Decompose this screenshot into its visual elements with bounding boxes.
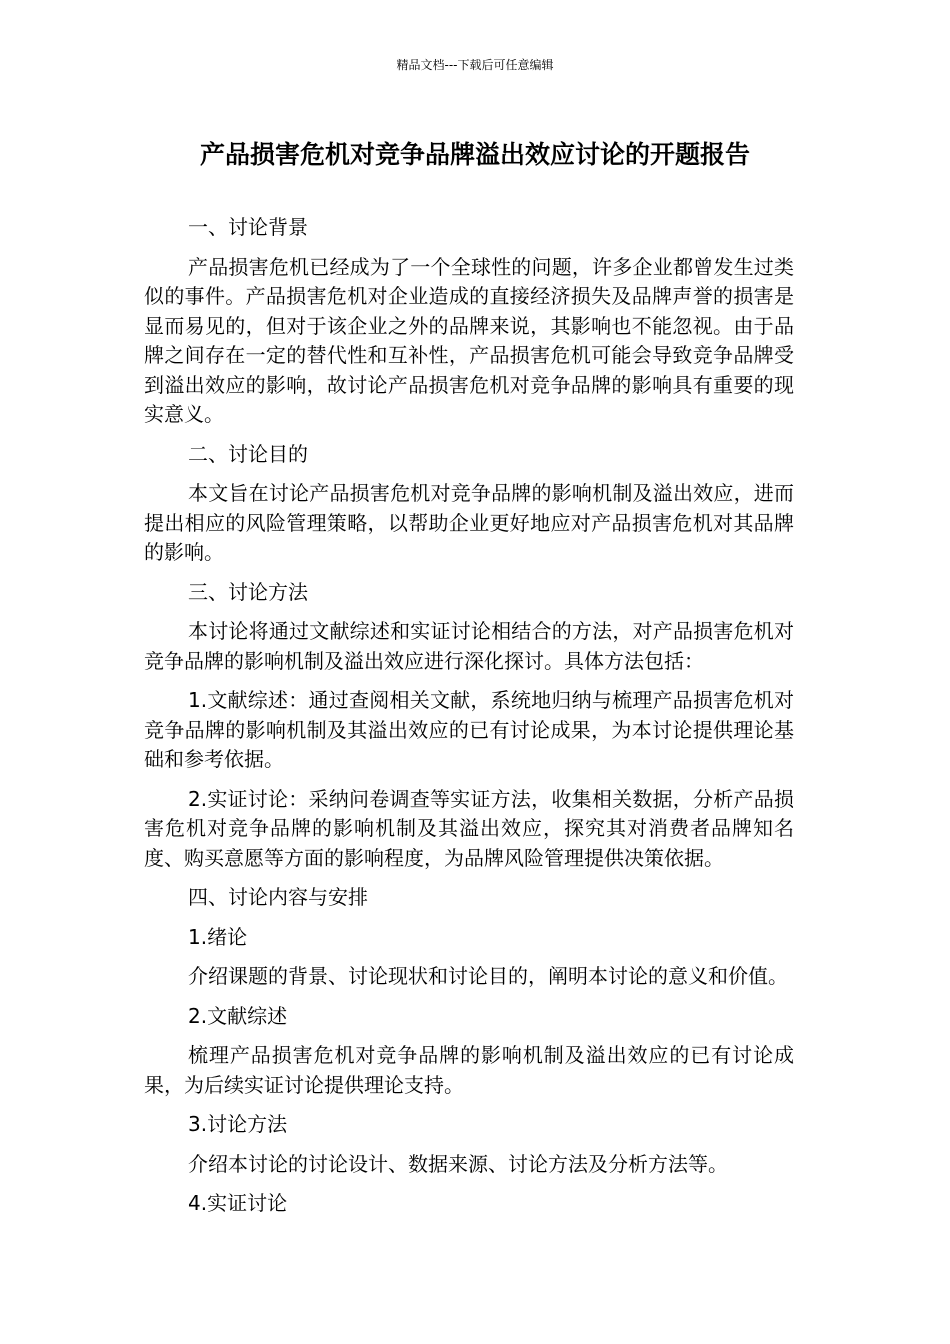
paragraph-method-intro: 本讨论将通过文献综述和实证讨论相结合的方法，对产品损害危机对竞争品牌的影响机制及溢出效应进行深化探讨。具体方法包括：	[144, 619, 794, 673]
paragraph-method-empirical: 2.实证讨论：采纳问卷调查等实证方法，收集相关数据，分析产品损害危机对竞争品牌的影响机制及其溢出效应，探究其对消费者品牌知名度、购买意愿等方面的影响程度，为品牌风险管理提供决策依据。	[144, 786, 794, 870]
subheading-empirical-study: 4.实证讨论	[188, 1191, 288, 1215]
paragraph-literature-review: 梳理产品损害危机对竞争品牌的影响机制及溢出效应的已有讨论成果，为后续实证讨论提供理论支持。	[144, 1043, 794, 1097]
section-heading-method: 三、讨论方法	[188, 579, 308, 604]
subheading-introduction: 1.绪论	[188, 924, 248, 949]
document-body	[144, 213, 794, 1229]
section-heading-purpose: 二、讨论目的	[188, 441, 308, 466]
subheading-literature-review: 2.文献综述	[188, 1003, 288, 1028]
document-title: 产品损害危机对竞争品牌溢出效应讨论的开题报告	[199, 140, 750, 169]
header-note: 精品文档---下载后可任意编辑	[396, 58, 554, 72]
paragraph-introduction: 介绍课题的背景、讨论现状和讨论目的，阐明本讨论的意义和价值。	[188, 964, 788, 988]
paragraph-purpose: 本文旨在讨论产品损害危机对竞争品牌的影响机制及溢出效应，进而提出相应的风险管理策略，以帮助企业更好地应对产品损害危机对其品牌的影响。	[144, 481, 794, 564]
paragraph-background: 产品损害危机已经成为了一个全球性的问题，许多企业都曾发生过类似的事件。产品损害危机对企业造成的直接经济损失及品牌声誉的损害是显而易见的，但对于该企业之外的品牌来说，其影响也不能忽视。由于品牌之间存在一定的替代性和互补性，产品损害危机可能会导致竞争品牌受到溢出效应的影响，故讨论产品损害危机对竞争品牌的影响具有重要的现实意义。	[144, 254, 794, 426]
section-heading-content: 四、讨论内容与安排	[188, 885, 368, 909]
subheading-research-method: 3.讨论方法	[188, 1112, 288, 1136]
section-heading-background: 一、讨论背景	[188, 215, 308, 239]
paragraph-method-literature: 1.文献综述：通过查阅相关文献，系统地归纳与梳理产品损害危机对竞争品牌的影响机制及其溢出效应的已有讨论成果，为本讨论提供理论基础和参考依据。	[144, 688, 794, 771]
paragraph-research-method: 介绍本讨论的讨论设计、数据来源、讨论方法及分析方法等。	[188, 1151, 728, 1176]
